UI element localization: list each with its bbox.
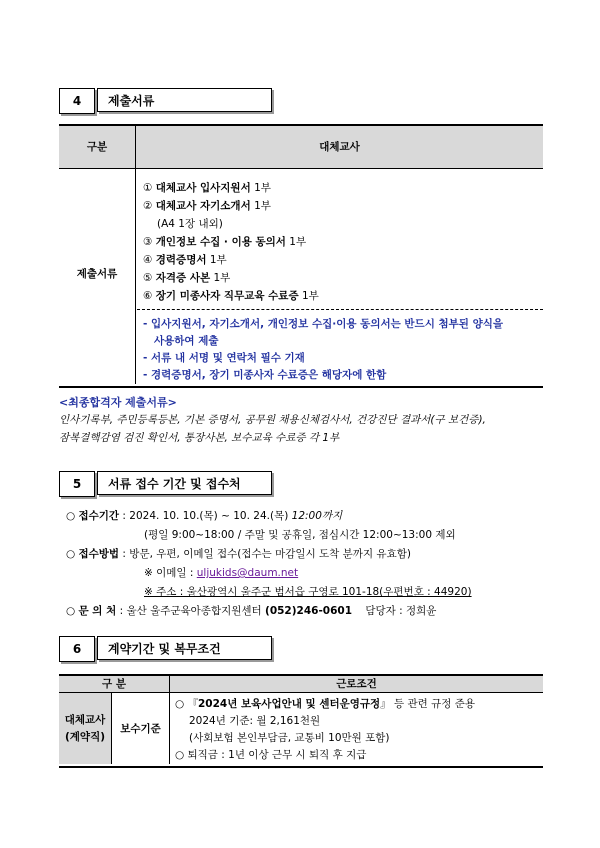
- email-row: ※ 이메일 : uljukids@daum.net: [144, 567, 299, 579]
- final-docs-heading: <최종합격자 제출서류>: [59, 396, 177, 409]
- document-item: ① 대체교사 입사지원서 1부: [143, 182, 271, 194]
- section-5-title: 서류 접수 기간 및 접수처: [97, 471, 272, 495]
- final-docs-line-2: 잠복결핵감염 검진 확인서, 통장사본, 보수교육 수료증 각 1부: [59, 432, 340, 444]
- document-list: [143, 180, 319, 306]
- contact-phone: (052)246-0601: [265, 605, 353, 617]
- section-4-title: 제출서류: [97, 88, 272, 112]
- note-line: - 서류 내 서명 및 연락처 필수 기재: [143, 352, 305, 364]
- note-line: - 경력증명서, 장기 미종사자 수료증은 해당자에 한함: [143, 369, 387, 381]
- contact-value: : 울산 울주군육아종합지원센터: [119, 605, 262, 617]
- final-docs-line-1: 인사기록부, 주민등록등본, 기본 증명서, 공무원 채용신체검사서, 건강진단 결과서(구 보건증),: [59, 414, 486, 426]
- section-6-title: 계약기간 및 복무조건: [97, 636, 272, 660]
- section-6-number: 6: [59, 636, 95, 662]
- row-label-documents: 제출서류: [76, 268, 118, 280]
- contract-header-row: [59, 676, 543, 693]
- contract-table: [59, 674, 543, 768]
- period-label: 접수기간: [78, 510, 120, 522]
- note-line: 사용하여 제출: [143, 335, 219, 347]
- contract-header-category: 구 분: [102, 678, 126, 690]
- period-row: ○ 접수기간 : 2024. 10. 10.(목) ~ 10. 24.(목) 12:00까지: [66, 510, 343, 522]
- condition-line: ○ 『2024년 보육사업안내 및 센터운영규정』 등 관련 규정 준용: [175, 698, 476, 710]
- method-row: ○ 접수방법 : 방문, 우편, 이메일 접수(접수는 마감일시 도착 분까지 유효함): [66, 548, 411, 560]
- method-value: : 방문, 우편, 이메일 접수(접수는 마감일시 도착 분까지 유효함): [122, 548, 411, 560]
- contract-header-conditions: 근로조건: [336, 678, 377, 690]
- contact-row: ○ 문 의 처 : 울산 울주군육아종합지원센터 (052)246-0601 담당자 : 정희윤: [66, 605, 437, 617]
- document-item: ⑤ 자격증 사본 1부: [143, 272, 231, 284]
- contract-row-label: 대체교사 (계약직): [64, 714, 106, 743]
- section-5-number: 5: [59, 471, 95, 497]
- contact-manager: 담당자 : 정희윤: [365, 605, 437, 617]
- document-item: ⑥ 장기 미종사자 직무교육 수료증 1부: [143, 290, 319, 302]
- document-item: ② 대체교사 자기소개서 1부: [143, 200, 271, 212]
- condition-line: 2024년 기준: 월 2,161천원: [189, 715, 321, 727]
- header-category: 구분: [86, 141, 108, 153]
- header-substitute-teacher: 대체교사: [319, 141, 360, 153]
- document-item-note: (A4 1장 내외): [157, 218, 223, 230]
- contract-conditions: [175, 696, 475, 764]
- section-4-number: 4: [59, 88, 95, 114]
- method-label: 접수방법: [78, 548, 120, 560]
- table-header-row: [59, 126, 543, 169]
- period-time: 12:00까지: [291, 510, 343, 522]
- period-note: (평일 9:00~18:00 / 주말 및 공휴일, 점심시간 12:00~13:00 제외: [144, 529, 456, 541]
- document-item: ④ 경력증명서 1부: [143, 254, 227, 266]
- email-link[interactable]: uljukids@daum.net: [196, 567, 299, 579]
- period-value: : 2024. 10. 10.(목) ~ 10. 24.(목): [122, 510, 289, 522]
- document-notes: [143, 316, 503, 384]
- address-row: ※ 주소 : 울산광역시 울주군 범서읍 구영로 101-18(우편번호 : 44920): [144, 586, 472, 598]
- submission-table: [59, 124, 543, 388]
- condition-line: ○ 퇴직금 : 1년 이상 근무 시 퇴직 후 지급: [175, 749, 367, 761]
- note-line: - 입사지원서, 자기소개서, 개인정보 수집·이용 동의서는 반드시 첨부된 양식을: [143, 318, 504, 330]
- condition-line: (사회보험 본인부담금, 교통비 10만원 포함): [189, 732, 390, 744]
- contact-label: 문 의 처: [78, 605, 117, 617]
- document-item: ③ 개인정보 수집 · 이용 동의서 1부: [143, 236, 307, 248]
- pay-basis-label: 보수기준: [120, 723, 161, 735]
